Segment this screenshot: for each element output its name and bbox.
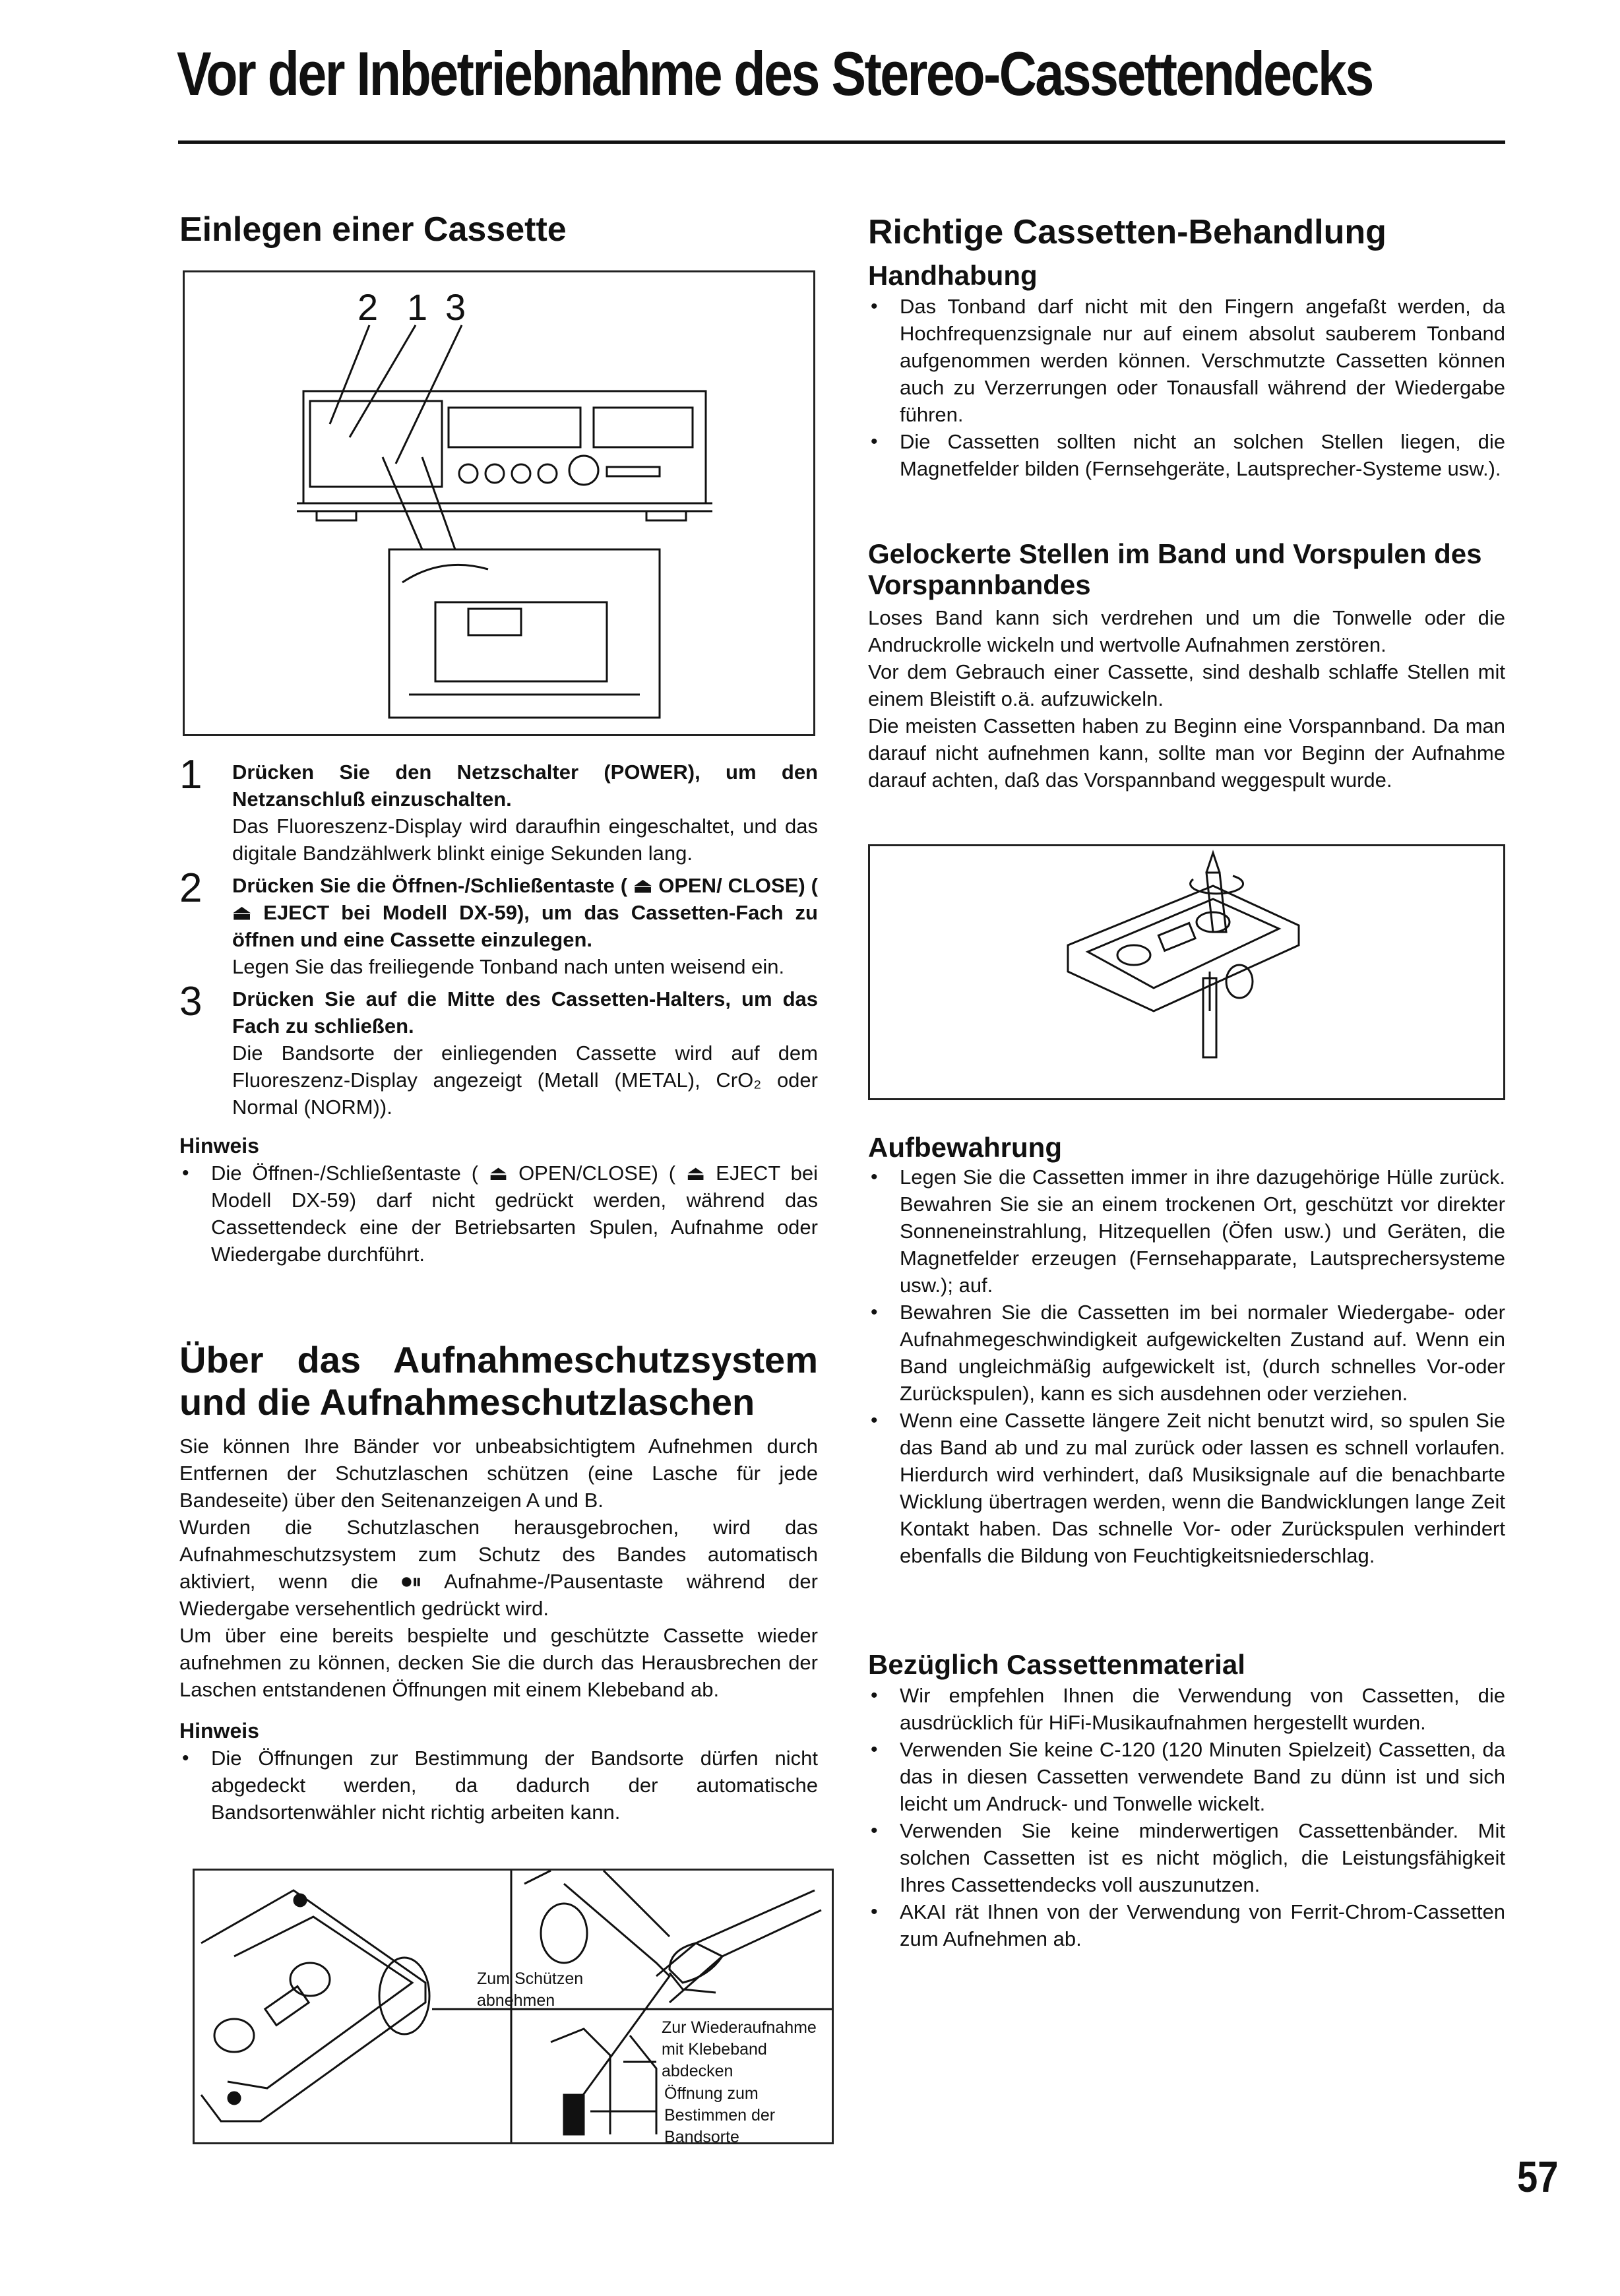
- page-title: Vor der Inbetriebnahme des Stereo-Cassettendecks: [177, 39, 1373, 108]
- label-tape-type-opening: Öffnung zum Bestimmen der Bandsorte: [664, 2084, 776, 2146]
- note-item: • Die Öffnungen zur Bestimmung der Bandsorte dürfen nicht abgedeckt werden, da dadurch der automatische Bandsortenwähler nicht richtig arbeiten kann.: [179, 1745, 818, 1826]
- subheading-handhabung: Handhabung: [868, 260, 1038, 291]
- step-description: Das Fluoreszenz-Display wird daraufhin eingeschaltet, und das digitale Bandzählwerk blinkt einige Sekunden lang.: [232, 815, 818, 865]
- step-number: 3: [179, 979, 202, 1024]
- write-protect-text: [179, 1433, 818, 1826]
- heading-line: Über das Aufnahmeschutzsystem: [179, 1339, 818, 1381]
- step-3: [179, 979, 818, 1121]
- note-list: [179, 1160, 818, 1268]
- figure-pencil-winding: [868, 844, 1505, 1100]
- list-item: • Legen Sie die Cassetten immer in ihre dazugehörige Hülle zurück. Bewahren Sie sie an einem trockenen Ort, geschützt vor direkter Sonneneinstrahlung, Hitzequellen (Öfen usw.) und Geräten, die Magnetfelder erzeugen (Fernsehapparate, Lautsprechersysteme usw.); auf.: [868, 1164, 1505, 1299]
- note-title: Hinweis: [179, 1719, 259, 1743]
- storage-list: [868, 1164, 1505, 1569]
- insert-steps: [179, 752, 818, 1268]
- step-description: Die Bandsorte der einliegenden Cassette wird auf dem Fluoreszenz-Display angezeigt (Metall (METAL), CrO₂ oder Normal (NORM)).: [232, 1041, 818, 1119]
- loose-tape-text: [868, 604, 1505, 793]
- subheading-storage: Aufbewahrung: [868, 1132, 1062, 1163]
- list-item: • Verwenden Sie keine C-120 (120 Minuten Spielzeit) Cassetten, da das in diesen Cassetten verwendete Band zu dünn ist und sich leicht um Andruck- und Tonwelle wickelt.: [868, 1736, 1505, 1817]
- cassette-deck-illustration: [185, 272, 813, 734]
- list-item: • Wir empfehlen Ihnen die Verwendung von Cassetten, die ausdrücklich für HiFi-Musikaufnahmen hergestellt wurden.: [868, 1682, 1505, 1736]
- section-heading-cassette-handling: Richtige Cassetten-Behandlung: [868, 213, 1386, 251]
- cassette-pencil-illustration: [870, 846, 1503, 1098]
- section-heading-write-protect: [179, 1339, 818, 1423]
- handhabung-list: [868, 293, 1505, 482]
- note-list: [179, 1745, 818, 1826]
- step-number: 1: [179, 752, 202, 797]
- title-divider: [178, 140, 1505, 144]
- note-item: • Die Öffnen-/Schließentaste ( ⏏ OPEN/CLOSE) ( ⏏ EJECT bei Modell DX-59) darf nicht gedrückt werden, während das Cassettendeck eine der Betriebsarten Spulen, Aufnahme oder Wiedergabe durchführt.: [179, 1160, 818, 1268]
- note-title: Hinweis: [179, 1134, 259, 1158]
- subheading-cassette-material: Bezüglich Cassettenmaterial: [868, 1649, 1245, 1680]
- subheading-loose-tape: Gelockerte Stellen im Band und Vorspulen des Vorspannbandes: [868, 538, 1482, 600]
- page-number: 57: [1517, 2152, 1559, 2201]
- step-instruction: Drücken Sie den Netzschalter (POWER), um den Netzanschluß einzuschalten.: [232, 760, 818, 811]
- figure-label-1: 1: [407, 286, 428, 328]
- material-list: [868, 1682, 1505, 1952]
- list-item: • Wenn eine Cassette längere Zeit nicht benutzt wird, so spulen Sie das Band ab und zu mal zurück oder lassen es schnell vorlaufen. Hierdurch wird verhindert, daß Musiksignale auf die benachbarte Wicklung übertragen werden, wenn die Bandwicklungen lange Zeit Kontakt haben. Das schnelle Vor- oder Zurückspulen verhindert ebenfalls die Bildung von Feuchtigkeitsniederschlag.: [868, 1407, 1505, 1569]
- list-item: • Die Cassetten sollten nicht an solchen Stellen liegen, die Magnetfelder bilden (Fernsehgeräte, Lautsprecher-Systeme usw.).: [868, 428, 1505, 482]
- figure-write-protect-tabs: [193, 1869, 834, 2144]
- step-number: 2: [179, 865, 202, 911]
- list-item: • AKAI rät Ihnen von der Verwendung von Ferrit-Chrom-Cassetten zum Aufnehmen ab.: [868, 1898, 1505, 1952]
- label-cover-with-tape: Zur Wiederaufnahme mit Klebeband abdecken: [662, 2018, 817, 2080]
- paragraph: Die meisten Cassetten haben zu Beginn eine Vorspannband. Da man darauf nicht aufnehmen kann, sollte man vor Beginn der Aufnahme darauf achten, daß das Vorspannband weggespult wurde.: [868, 714, 1505, 791]
- figure-cassette-deck: [183, 270, 815, 736]
- step-instruction: Drücken Sie auf die Mitte des Cassetten-Halters, um das Fach zu schließen.: [232, 987, 818, 1038]
- heading-line: und die Aufnahmeschutzlaschen: [179, 1381, 755, 1423]
- paragraph: Loses Band kann sich verdrehen und um die Tonwelle oder die Andruckrolle wickeln und wertvolle Aufnahmen zerstören.: [868, 606, 1505, 656]
- section-heading-insert-cassette: Einlegen einer Cassette: [179, 210, 567, 249]
- list-item: • Das Tonband darf nicht mit den Fingern angefaßt werden, da Hochfrequenzsignale nur auf einem absolut sauberem Tonband aufgenommen werden können. Verschmutzte Cassetten können auch zu Verzerrungen oder Tonausfall während der Wiedergabe führen.: [868, 293, 1505, 428]
- label-remove-tab: Zum Schützen abnehmen: [477, 1970, 584, 2010]
- list-item: • Verwenden Sie keine minderwertigen Cassettenbänder. Mit solchen Cassetten ist es nicht möglich, die Leistungsfähigkeit Ihres Cassettendecks voll auszunutzen.: [868, 1817, 1505, 1898]
- paragraph: Sie können Ihre Bänder vor unbeabsichtigtem Aufnehmen durch Entfernen der Schutzlaschen schützen (eine Lasche für jede Bandeseite) über den Seitenanzeigen A und B.: [179, 1435, 818, 1512]
- figure-label-2: 2: [358, 286, 379, 328]
- paragraph: Vor dem Gebrauch einer Cassette, sind deshalb schlaffe Stellen mit einem Bleistift o.ä. aufzuwickeln.: [868, 660, 1505, 710]
- list-item: • Bewahren Sie die Cassetten im bei normaler Wiedergabe- oder Aufnahmegeschwindigkeit aufgewickelten Zustand auf. Wenn ein Band ungleichmäßig aufgewickelt ist, (durch schnelles Vor-oder Zurückspulen), kann es sich ausdehnen oder verziehen.: [868, 1299, 1505, 1407]
- paragraph: Um über eine bereits bespielte und geschützte Cassette wieder aufnehmen zu können, decken Sie die durch das Herausbrechen der Laschen entstandenen Öffnungen mit einem Klebeband ab.: [179, 1624, 818, 1701]
- step-2: [179, 865, 818, 980]
- step-instruction: Drücken Sie die Öffnen-/Schließentaste ( ⏏ OPEN/ CLOSE) ( ⏏ EJECT bei Modell DX-59), um das Cassetten-Fach zu öffnen und eine Cassette einzulegen.: [232, 874, 818, 951]
- figure-label-3: 3: [445, 286, 466, 328]
- step-description: Legen Sie das freiliegende Tonband nach unten weisend ein.: [232, 955, 785, 978]
- paragraph: Wurden die Schutzlaschen herausgebrochen, wird das Aufnahmeschutzsystem zum Schutz des Bandes automatisch aktiviert, wenn die ⏺⏸ Aufnahme-/Pausentaste während der Wiedergabe versehentlich gedrückt wird.: [179, 1516, 818, 1620]
- step-1: [179, 752, 818, 867]
